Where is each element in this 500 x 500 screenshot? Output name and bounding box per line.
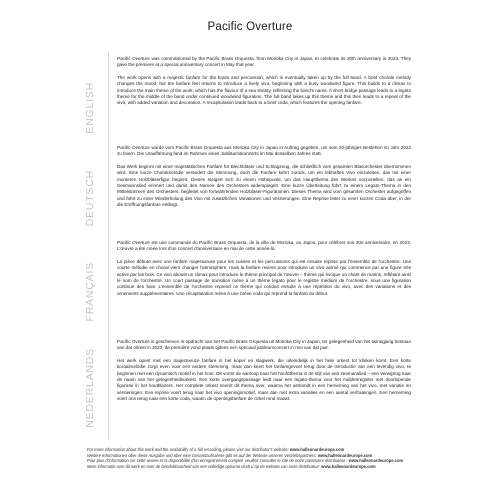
distributor-link[interactable]: www.halleonardeurope.com [317,452,373,458]
section-divider [108,237,109,347]
footer-notes [87,447,417,469]
paragraph: Het werk opent met een majestueuze fanfare in het koper en slagwerk, die uiteindelijk in het hele orkest tot klinken komt. Een korte koraalmelodie zorgt even voor een andere stemming, maar dan keert het fanfaregevoel terug door de introductie van een levendig vivo, te beginnen met een dynamisch motief in het hout. Dit vormt de aanloop naar het hoofdthema in de stijl van een zeemanslied – een verwijzing naar de naam van het gelegenheidsorkest. Een korte overgangspassage leidt naar een legato-thema voor het middenregister met doorlopende figuratie in het houtblazers. Het complete orkest neemt dit thema over, waarna het uitmondt in een herneming van het vivo, met variatie en versieringen. Een reprise voert terug naar het vivo openingsmotief, maar dan met extra variaties en een aantal verfraaiingen. Een herneming voert ons terug naar een korte coda, waarin de openingsfanfare de cirkel rond maakt. [117,357,411,402]
language-label-deutsch: DEUTSCH [84,169,96,227]
footer-note: Weitere Informationen über diese Ausgabe und über eine Gesamtaufnahme gibt es auf der Website unseres Vertriebspartners: www.halleonardeurope.com [87,452,373,458]
footer-note: For more information about this work and the availability of a full recording, please visit our distributor's website: www.halleonardeurope.com [87,447,345,452]
footer-note: Pour plus d'information sur cette œuvre et la disponibilité d'un enregistrement complet, veuillez consulter le site de notre partenaire distributeur : www.halleonardeurope.com [87,458,404,464]
language-label-english: ENGLISH [84,82,96,134]
footer-note: Meer informatie over dit werk en over de beschikbaarheid van een volledige opname vindt u op de website van onze distributeur: www.halleonardeurope.com [87,463,376,469]
distributor-link[interactable]: www.halleonardeurope.com [321,463,376,469]
language-label-nederlands: NEDERLANDS [84,348,96,428]
paragraph: Pacific Overture est une commande du Pacific Brass Orquesta, de la ville de Morioka, au Japon, pour célébrer son 20e anniversaire, en 2023. L'œuvre a été créée lors d'un concert d'anniversaire en mai de cette année-là. [117,240,411,252]
paragraph: Pacific Overture wurde vom Pacific Brass Orquesta aus Morioka City in Japan in Auftrag gegeben, um sein 20-jähriges Bestehen im Jahr 2023 zu feiern. Die Uraufführung fand im Rahmen eines Jubiläumskonzerts im Mai desselben Jahres statt. [117,145,411,157]
paragraph: Pacific Overture is geschreven in opdracht van het Pacific Brass Orquesta uit Morioka City in Japan, ter gelegenheid van het twintigjarig bestaan van dat orkest in 2023; de première vond plaats tijdens een speciaal jubileumconcert in mei van dat jaar. [117,339,411,351]
paragraph: Das Werk beginnt mit einer majestätischen Fanfare für Blechbläser und Schlagzeug, die schließlich vom gesamten Blasorchester übernommen wird. Eine kurze Choralmelodie verändert die Stimmung, doch die Fanfare kehrt zurück, um ein lebhaftes Vivo einzuleiten, das mit einer munteren Holzbläserfigur beginnt. Dieses steigert sich zu einem Höhepunkt, um das Hauptthema des Werkes vorzustellen, das an ein Seemannslied erinnert und damit den Namen des Orchesters widerspiegelt. Eine kurze Überleitung führt zu einem Legato-Thema in den Mittelstimmen des Orchesters, begleitet von fortwährenden Holzbläser-Figurationen. Dieses Thema wird vom gesamten Orchester aufgegriffen und führt zu einer Wiederholung des Vivo mit zusätzlichen Variationen und Verzierungen. Eine Reprise leitet zu einer kurzen Coda über, in der die Eröffnungsfanfare erklingt. [117,163,411,208]
section-nederlands [117,339,411,409]
distributor-link[interactable]: www.halleonardeurope.com [289,447,345,452]
section-francais [117,240,411,303]
paragraph: Pacific Overture was commissioned by the Pacific Brass Orquesta, from Morioka City in Japan, to celebrate its 20th anniversary in 2023. They gave the premiere at a special anniversary concert in May that year. [117,56,412,68]
language-label-francais: FRANÇAIS [84,262,96,322]
section-english [117,56,411,113]
section-divider [108,336,109,440]
distributor-link[interactable]: www.halleonardeurope.com [348,458,404,464]
paragraph: La pièce débute avec une fanfare majestueuse pour les cuivres et les percussions qui est ensuite reprise par l'ensemble de l'orchestre. Une courte mélodie en choral vient changer l'atmosphère, mais la fanfare revient pour introduire un vivo animé qui commence par une figure très active par les bois. Ce vivo aboutit un climax pour introduire le thème principal de l'œuvre – thème qui évoque un chant de marins, reflétant ainsi le nom de l'orchestre. Un court passage de transition mène à un thème legato pour le registre médium de l'orchestre, sous une figuration continue des bois. L'ensemble de l'orchestre reprend ce thème qui conduit ensuite à une répétition du vivo, avec des variations et des ornements supplémentaires. Une récapitulation mène à une brève coda qui reprend la fanfare du début. [117,258,411,296]
section-deutsch [117,145,411,215]
page-title: Pacific Overture [207,21,293,33]
paragraph: The work opens with a majestic fanfare for the brass and percussion, which is eventually taken up by the full band. A brief chorale melody changes the mood, but the fanfare feel returns to introduce a lively vivo, beginning with a busy woodwind figure. This builds to a climax to introduce the main theme of the work, which has the flavour of a sea shanty, reflecting the band's name. A short bridge passage leads to a legato theme for the middle of the band under continued woodwind figuration. The full band takes up this theme and this then leads to a repeat of the vivo, with added variation and decoration. A recapitulation leads back to a brief coda, which features the opening fanfare. [117,74,411,106]
